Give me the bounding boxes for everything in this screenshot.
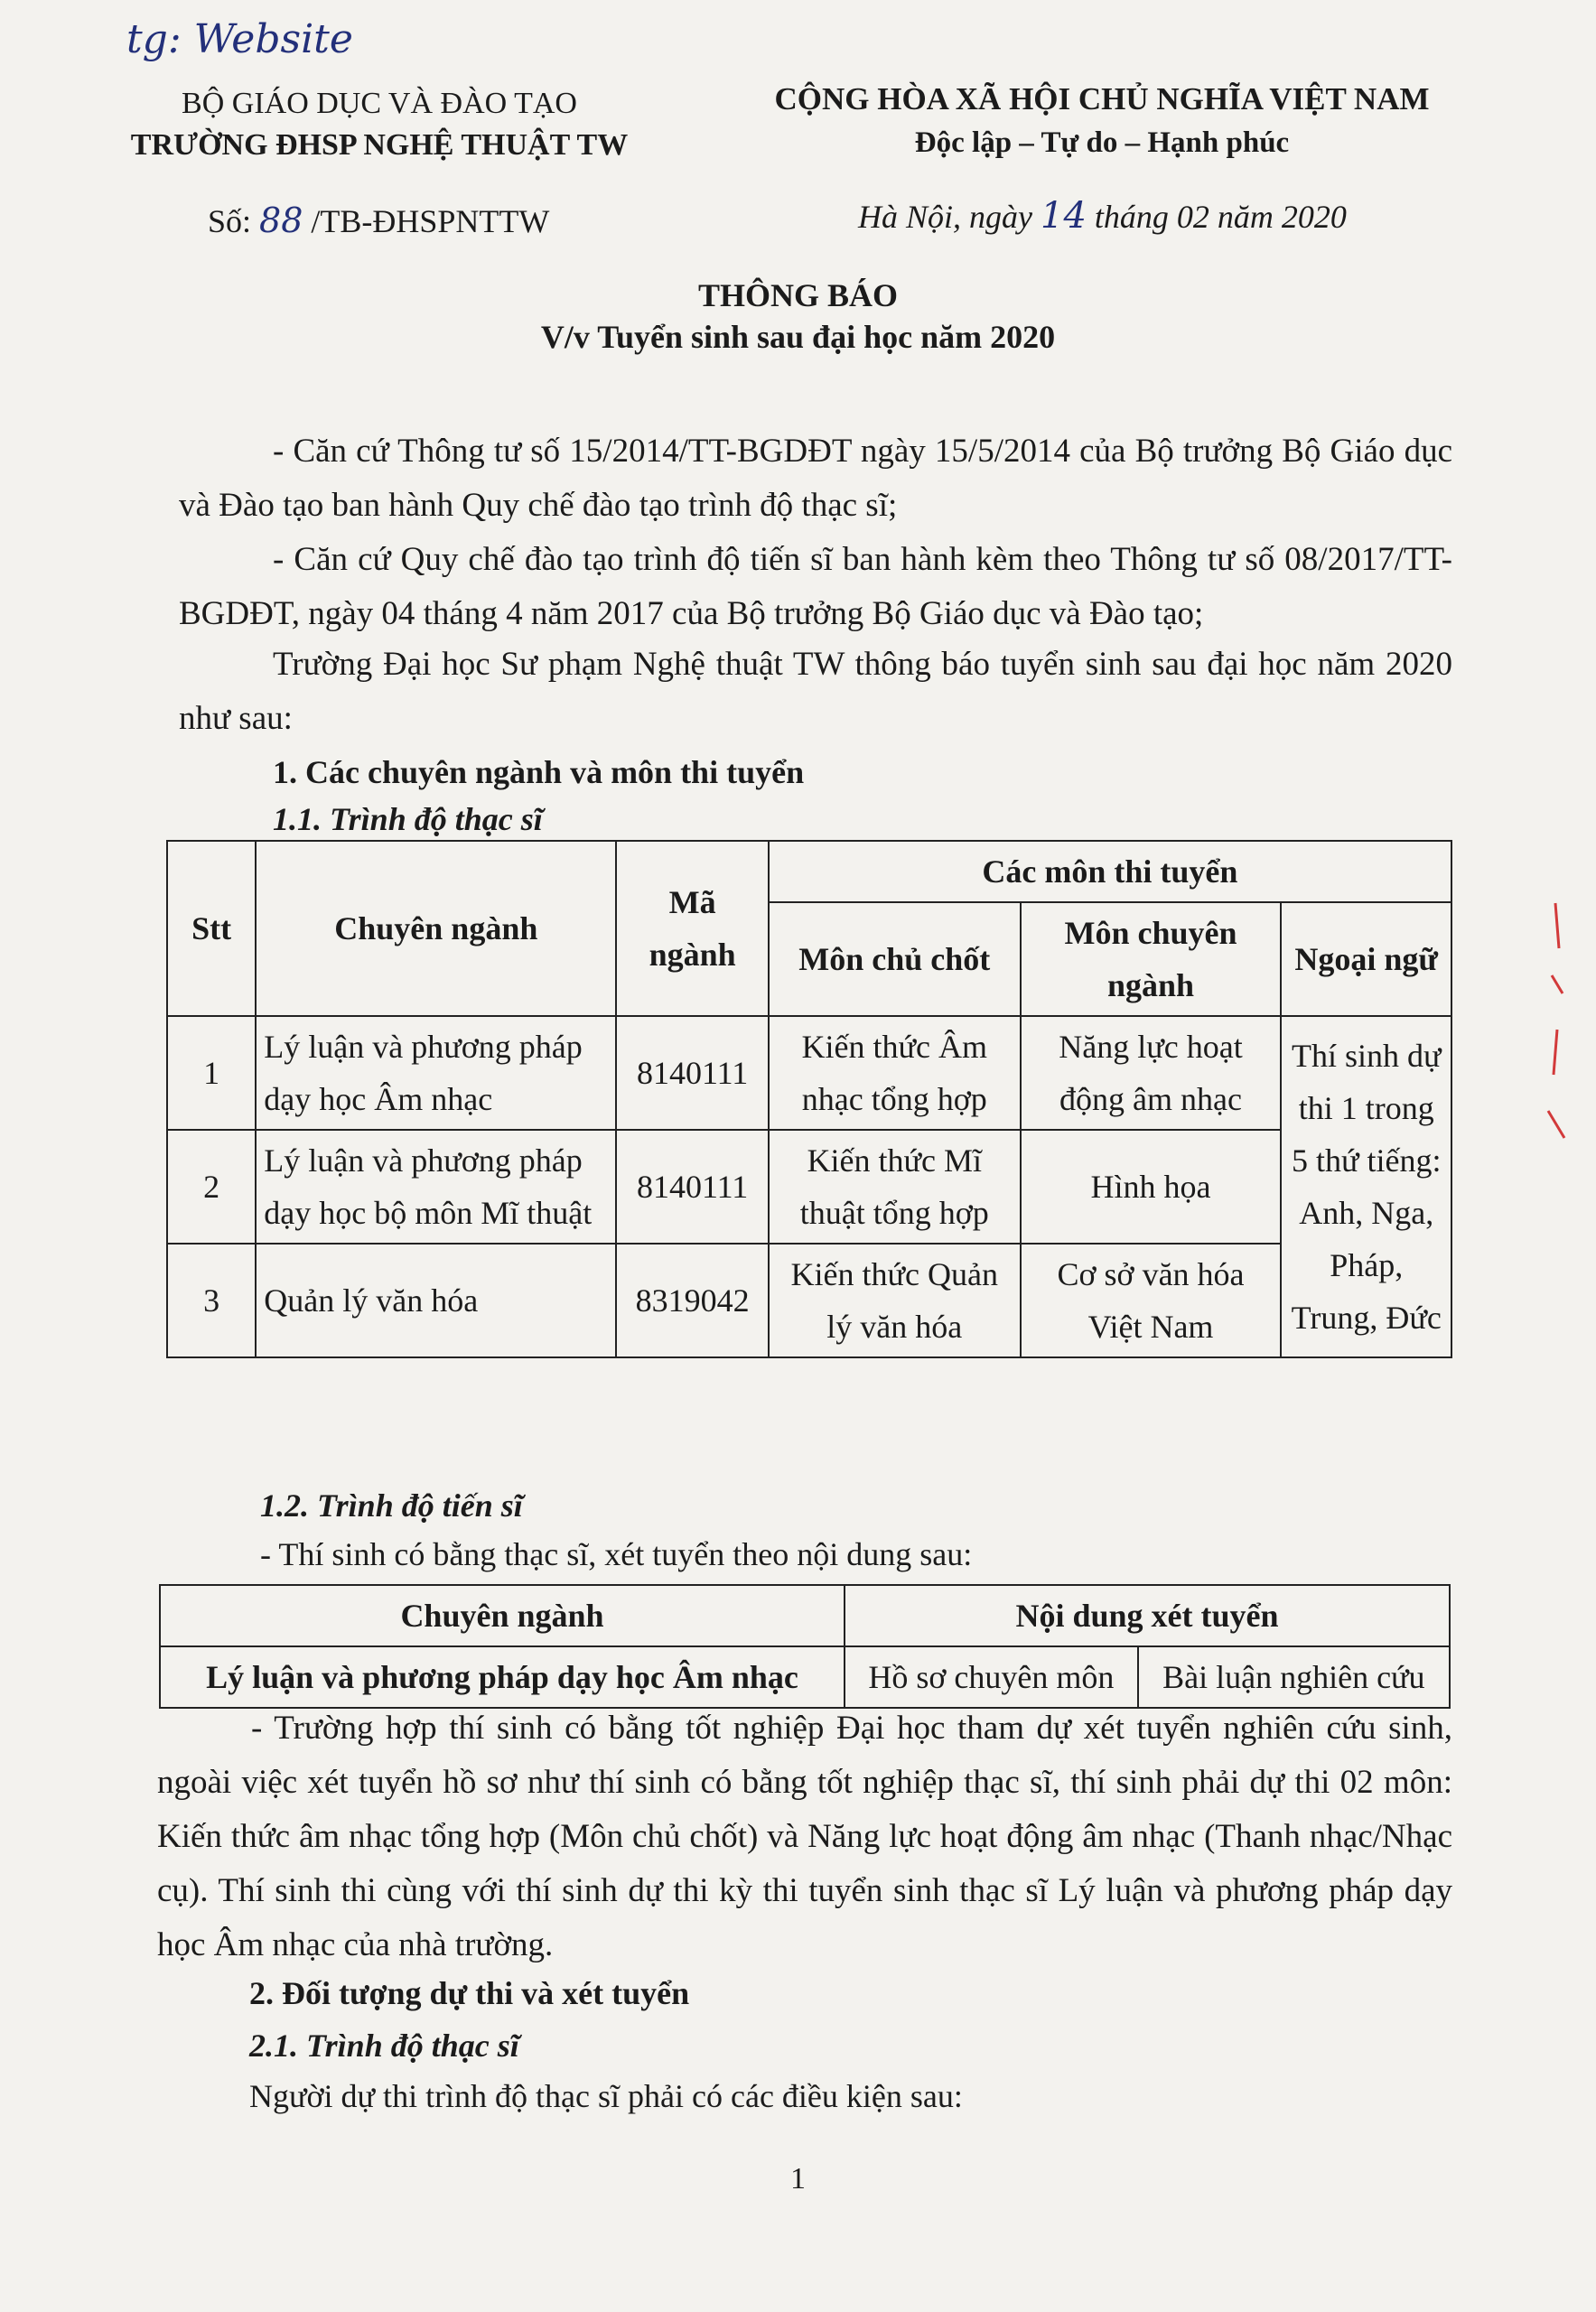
header-stt: Stt: [167, 841, 256, 1016]
section-2-heading: 2. Đối tượng dự thi và xét tuyển: [249, 1975, 690, 2011]
handwritten-number: 88: [259, 200, 303, 240]
language-note: Thí sinh dự thi 1 trong 5 thứ tiếng: Anh, Nga, Pháp, Trung, Đức: [1281, 1016, 1451, 1357]
header-exams: Các môn thi tuyển: [769, 841, 1451, 902]
stamp-fragment-icon: [1535, 894, 1572, 1165]
table-row: 3 Quản lý văn hóa 8319042 Kiến thức Quản lý văn hóa Cơ sở văn hóa Việt Nam: [167, 1244, 1451, 1357]
section-2-1-heading: 2.1. Trình độ thạc sĩ: [249, 2028, 519, 2064]
handwritten-note: tg: Website: [126, 16, 353, 62]
header-core: Môn chủ chốt: [769, 902, 1021, 1016]
doc-number: Số: 88 /TB-ĐHSPNTTW: [208, 200, 550, 240]
page-number: 1: [790, 2162, 806, 2195]
header-code: Mã ngành: [616, 841, 768, 1016]
handwritten-day: 14: [1041, 195, 1087, 237]
intro-paragraph-3: Trường Đại học Sư phạm Nghệ thuật TW thông báo tuyển sinh sau đại học năm 2020 như sau:: [179, 646, 1452, 737]
table-row: 2 Lý luận và phương pháp dạy học bộ môn Mĩ thuật 8140111 Kiến thức Mĩ thuật tổng hợp Hình họa: [167, 1130, 1451, 1244]
country-name: CỘNG HÒA XÃ HỘI CHỦ NGHĨA VIỆT NAM: [774, 81, 1430, 117]
section-2-1-text: Người dự thi trình độ thạc sĩ phải có các điều kiện sau:: [249, 2078, 963, 2114]
case-paragraph: - Trường hợp thí sinh có bằng tốt nghiệp Đại học tham dự xét tuyển nghiên cứu sinh, ngoài việc xét tuyển hồ sơ như thí sinh có bằng tốt nghiệp thạc sĩ, thí sinh phải dự thi 02 môn: Kiến thức âm nhạc tổng hợp (Môn chủ chốt) và Năng lực hoạt động âm nhạc (Thanh nhạc/Nhạc cụ). Thí sinh thi cùng với thí sinh dự thi kỳ thi tuyển sinh thạc sĩ Lý luận và phương pháp dạy học Âm nhạc của nhà trường.: [157, 1710, 1452, 1963]
intro-paragraph-2: - Căn cứ Quy chế đào tạo trình độ tiến sĩ ban hành kèm theo Thông tư số 08/2017/TT-BGDĐT, ngày 04 tháng 4 năm 2017 của Bộ trưởng Bộ Giáo dục và Đào tạo;: [179, 541, 1452, 632]
motto: Độc lập – Tự do – Hạnh phúc: [914, 126, 1290, 159]
header-left: [99, 83, 659, 166]
masters-table: [166, 840, 1452, 1358]
doc-subtitle: V/v Tuyển sinh sau đại học năm 2020: [540, 319, 1056, 355]
table-row: Lý luận và phương pháp dạy học Âm nhạc Hồ sơ chuyên môn Bài luận nghiên cứu: [160, 1646, 1450, 1708]
header-major-2: Chuyên ngành: [160, 1585, 845, 1646]
header-specialty: Môn chuyên ngành: [1021, 902, 1282, 1016]
section-1-heading: 1. Các chuyên ngành và môn thi tuyển: [273, 754, 805, 790]
section-1-2-heading: 1.2. Trình độ tiến sĩ: [260, 1487, 523, 1524]
header-language: Ngoại ngữ: [1281, 902, 1451, 1016]
intro-paragraph-1: - Căn cứ Thông tư số 15/2014/TT-BGDĐT ngày 15/5/2014 của Bộ trưởng Bộ Giáo dục và Đào tạo ban hành Quy chế đào tạo trình độ thạc sĩ;: [179, 433, 1452, 524]
header-right: [750, 78, 1454, 164]
section-1-1-heading: 1.1. Trình độ thạc sĩ: [273, 801, 543, 837]
school-name: TRƯỜNG ĐHSP NGHỆ THUẬT TW: [130, 128, 629, 162]
doc-title: THÔNG BÁO: [697, 277, 899, 313]
ministry-name: BỘ GIÁO DỤC VÀ ĐÀO TẠO: [182, 87, 577, 120]
doc-date: Hà Nội, ngày 14 tháng 02 năm 2020: [858, 195, 1347, 237]
table-row: 1 Lý luận và phương pháp dạy học Âm nhạc 8140111 Kiến thức Âm nhạc tổng hợp Năng lực hoạt động âm nhạc Thí sinh dự thi 1 trong 5 thứ tiếng: Anh, Nga, Pháp, Trung, Đức: [167, 1016, 1451, 1130]
section-1-2-text: - Thí sinh có bằng thạc sĩ, xét tuyển theo nội dung sau:: [260, 1536, 973, 1572]
header-content: Nội dung xét tuyển: [845, 1585, 1450, 1646]
margin-stamp-mark: [1535, 894, 1572, 1165]
doctoral-table: [159, 1584, 1451, 1709]
header-major: Chuyên ngành: [256, 841, 616, 1016]
